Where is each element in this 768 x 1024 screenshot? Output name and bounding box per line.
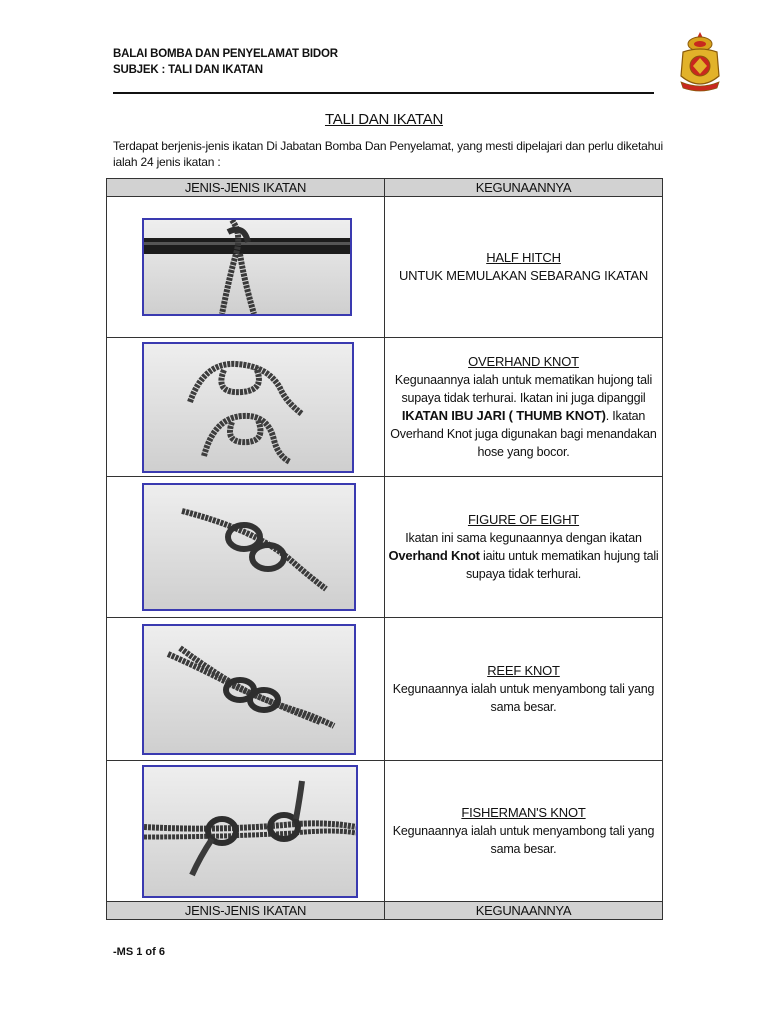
knot-image-cell	[107, 338, 385, 477]
fishermans-knot-photo	[142, 765, 358, 898]
knot-usage-text	[385, 371, 662, 461]
usage-text-part: Ikatan ini sama kegunaannya dengan ikatan	[405, 531, 642, 545]
intro-paragraph: Terdapat berjenis-jenis ikatan Di Jabatan Bomba Dan Penyelamat, yang mesti dipelajari dan perlu diketahui ialah 24 jenis ikatan :	[113, 139, 663, 169]
knot-name: OVERHAND KNOT	[468, 354, 579, 369]
column-header-types-repeat: JENIS-JENIS IKATAN	[107, 902, 385, 920]
knot-description-cell	[385, 197, 663, 338]
knot-image-cell	[107, 761, 385, 902]
column-header-uses-repeat: KEGUNAANNYA	[385, 902, 663, 920]
knot-usage-text	[385, 529, 662, 583]
knot-description-cell	[385, 761, 663, 902]
table-row	[107, 338, 663, 477]
knots-table	[106, 178, 663, 920]
header-line-1: BALAI BOMBA DAN PENYELAMAT BIDOR	[113, 48, 338, 60]
page-footer: -MS 1 of 6	[113, 946, 165, 958]
fire-department-crest-logo	[675, 30, 725, 96]
knot-usage-text: Kegunaannya ialah untuk menyambong tali yang sama besar.	[392, 824, 655, 856]
header-line-2: SUBJEK : TALI DAN IKATAN	[113, 64, 263, 76]
knot-name: FISHERMAN'S KNOT	[461, 805, 586, 820]
half-hitch-photo	[142, 218, 352, 316]
usage-bold-term: IKATAN IBU JARI ( THUMB KNOT)	[401, 408, 606, 423]
table-row	[107, 761, 663, 902]
usage-text-part: . Ikatan Overhand Knot juga digunakan bagi menandakan hose yang bocor.	[390, 409, 657, 459]
figure-of-eight-photo	[142, 483, 356, 611]
knot-name: REEF KNOT	[487, 663, 560, 678]
usage-text-part: iaitu untuk mematikan hujung tali supaya tidak terhurai.	[465, 549, 659, 581]
knot-image-cell	[107, 197, 385, 338]
table-row	[107, 197, 663, 338]
reef-knot-photo	[142, 624, 356, 755]
knot-usage-text: Kegunaannya ialah untuk menyambong tali yang sama besar.	[392, 682, 655, 714]
table-row	[107, 618, 663, 761]
page-title: TALI DAN IKATAN	[324, 111, 444, 128]
knot-description-cell	[385, 477, 663, 618]
overhand-knot-photo	[142, 342, 354, 473]
table-footer-row	[107, 902, 663, 920]
table-header-row	[107, 179, 663, 197]
column-header-uses: KEGUNAANNYA	[385, 179, 663, 197]
table-row	[107, 477, 663, 618]
document-header	[113, 46, 338, 78]
column-header-types: JENIS-JENIS IKATAN	[107, 179, 385, 197]
header-divider	[113, 92, 654, 94]
knot-name: FIGURE OF EIGHT	[467, 512, 580, 527]
usage-bold-term: Overhand Knot	[388, 548, 480, 563]
knot-image-cell	[107, 477, 385, 618]
knot-image-cell	[107, 618, 385, 761]
knot-description-cell	[385, 338, 663, 477]
knot-name: HALF HITCH	[486, 250, 561, 265]
usage-text-part: Kegunaannya ialah untuk mematikan hujong tali supaya tidak terhurai. Ikatan ini juga dipanggil	[394, 373, 653, 405]
knot-description-cell	[385, 618, 663, 761]
knot-usage-text: UNTUK MEMULAKAN SEBARANG IKATAN	[398, 268, 649, 283]
